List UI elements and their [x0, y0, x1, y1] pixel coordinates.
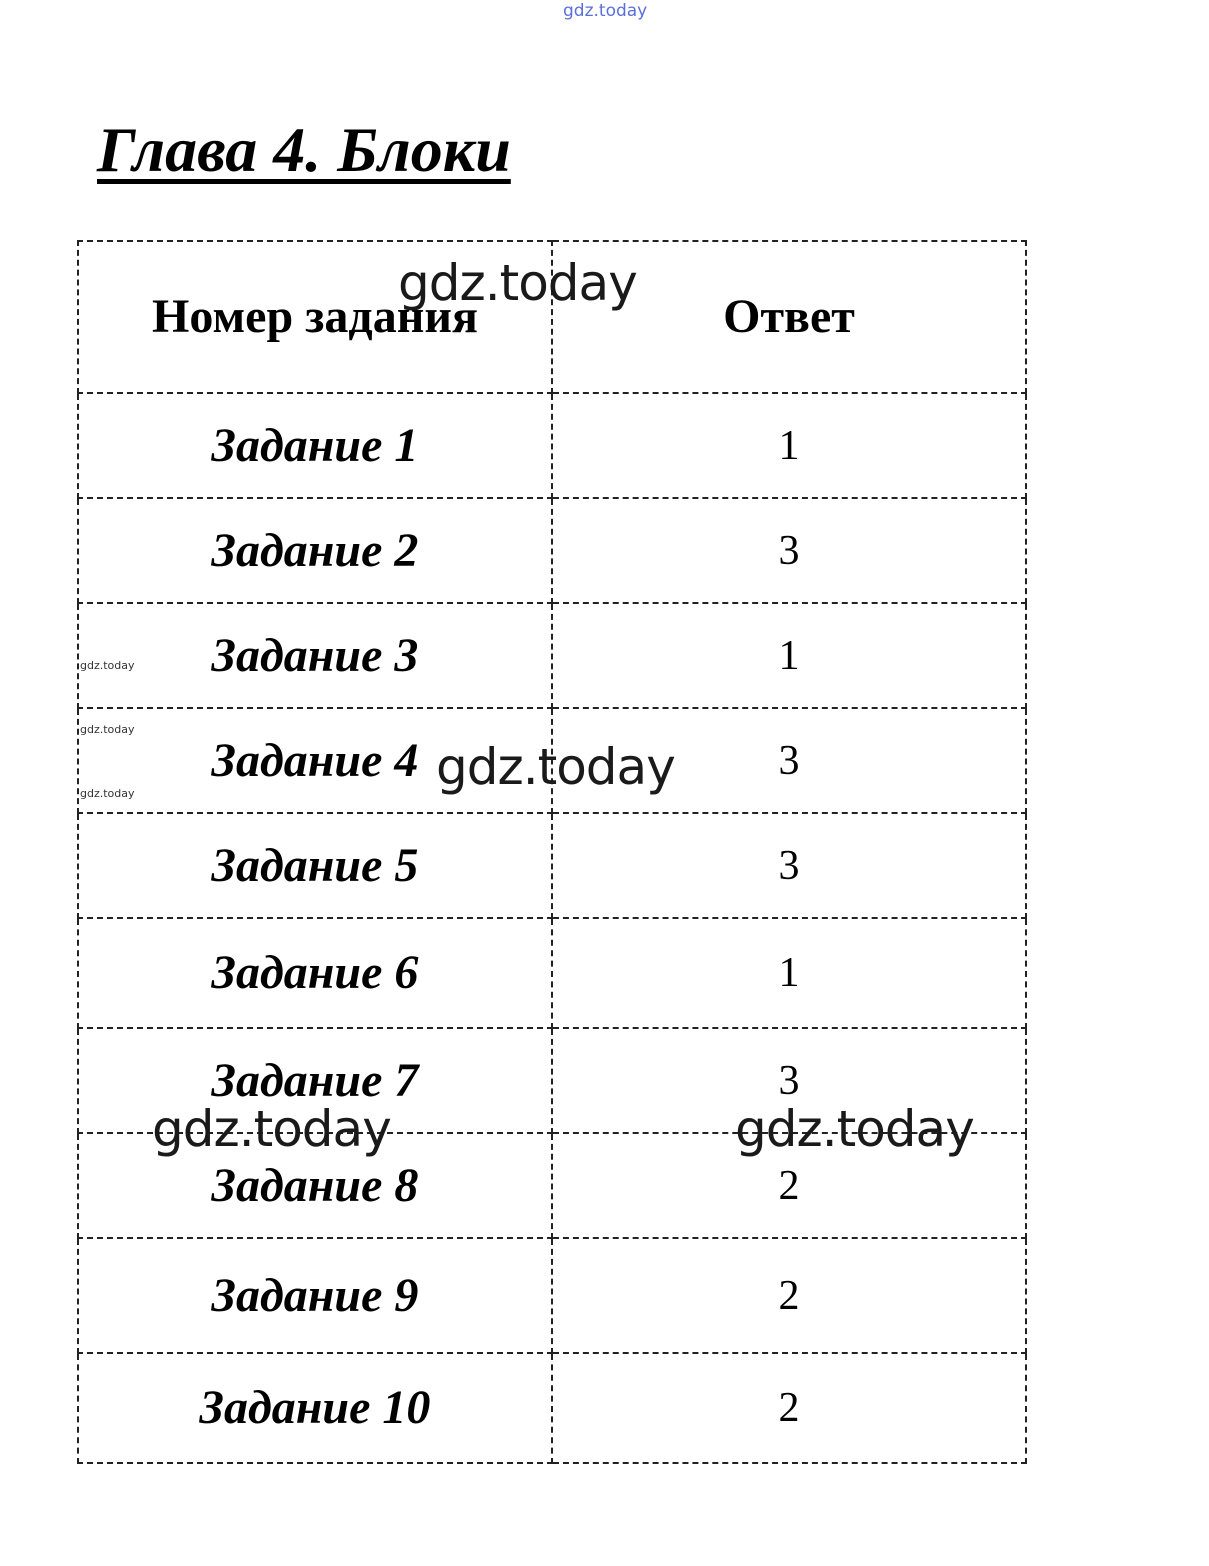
- task-cell: Задание 2: [78, 498, 552, 603]
- answer-cell: 2: [552, 1133, 1026, 1238]
- task-cell: Задание 1: [78, 393, 552, 498]
- answer-cell: 1: [552, 918, 1026, 1028]
- task-cell: Задание 3: [78, 603, 552, 708]
- task-cell: Задание 4: [78, 708, 552, 813]
- watermark-large: gdz.today: [735, 1100, 974, 1158]
- header-task-number: Номер задания: [78, 241, 552, 393]
- table-row: [78, 1238, 1026, 1353]
- answer-cell: 1: [552, 393, 1026, 498]
- task-cell: Задание 6: [78, 918, 552, 1028]
- table-row: [78, 1353, 1026, 1463]
- watermark-small: gdz.today: [80, 787, 135, 800]
- answer-cell: 2: [552, 1238, 1026, 1353]
- task-cell: Задание 5: [78, 813, 552, 918]
- task-cell: Задание 9: [78, 1238, 552, 1353]
- watermark-top: gdz.today: [563, 1, 648, 21]
- answer-cell: 3: [552, 498, 1026, 603]
- answer-cell: 3: [552, 813, 1026, 918]
- table-row: [78, 813, 1026, 918]
- page-title: Глава 4. Блоки: [97, 114, 511, 185]
- watermark-large: gdz.today: [398, 254, 637, 312]
- answer-cell: 3: [552, 1028, 1026, 1133]
- table-row: [78, 918, 1026, 1028]
- task-cell: Задание 10: [78, 1353, 552, 1463]
- table-row: [78, 393, 1026, 498]
- answer-cell: 3: [552, 708, 1026, 813]
- table-row: [78, 498, 1026, 603]
- task-cell: Задание 8: [78, 1133, 552, 1238]
- answers-table: [77, 240, 1027, 1464]
- watermark-large: gdz.today: [436, 738, 675, 796]
- watermark-small: gdz.today: [80, 659, 135, 672]
- watermark-small: gdz.today: [80, 723, 135, 736]
- answer-cell: 2: [552, 1353, 1026, 1463]
- header-answer: Ответ: [552, 241, 1026, 393]
- answer-cell: 1: [552, 603, 1026, 708]
- task-cell: Задание 7: [78, 1028, 552, 1133]
- table-row: [78, 603, 1026, 708]
- watermark-large: gdz.today: [152, 1100, 391, 1158]
